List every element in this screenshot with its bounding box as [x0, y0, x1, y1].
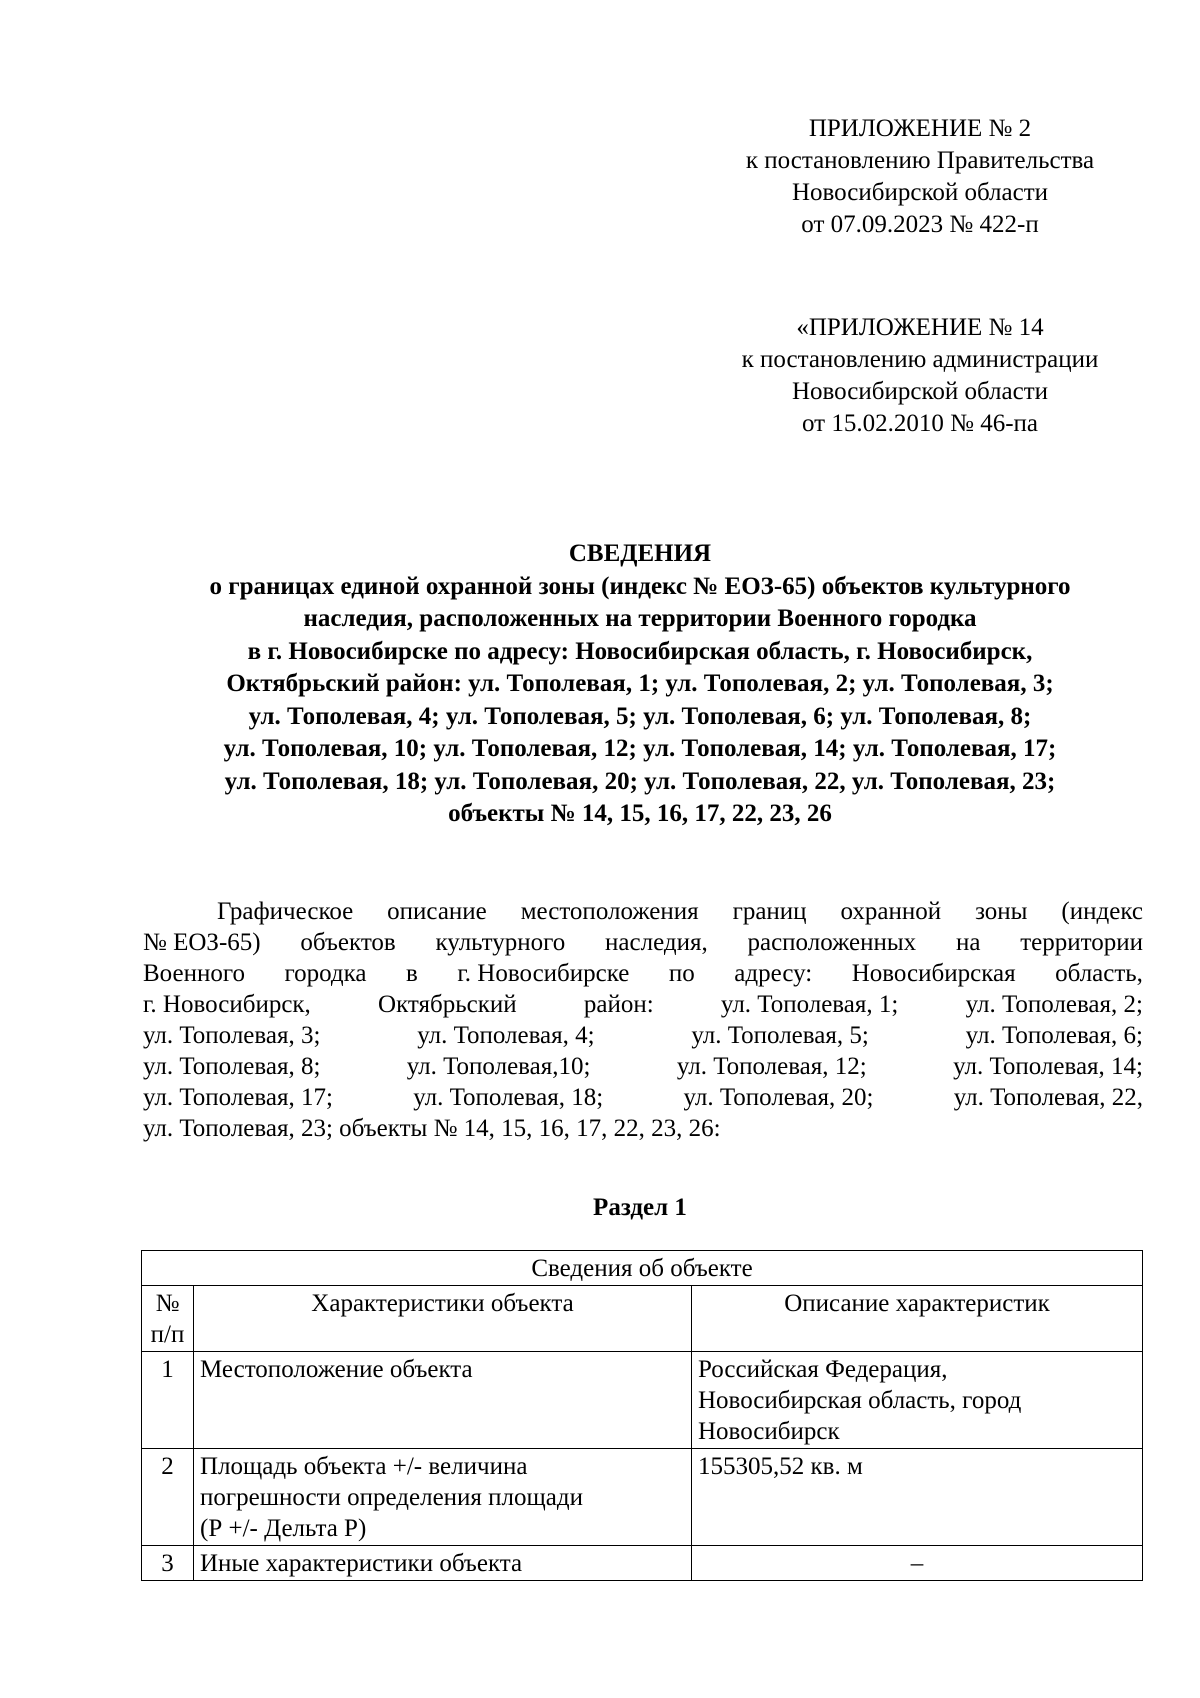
cell-line: (Р +/- Дельта Р) — [200, 1515, 367, 1542]
description-word: объектов — [300, 929, 396, 956]
cell-line: Новосибирская область, город — [698, 1387, 1022, 1414]
description-word: ул. Тополевая, 8; — [143, 1053, 321, 1080]
header-number — [142, 1286, 194, 1352]
description-word: границ — [732, 898, 807, 925]
description-word: адресу: — [734, 960, 813, 987]
description-word: зоны — [975, 898, 1028, 925]
table-caption: Сведения об объекте — [142, 1251, 1143, 1286]
object-info-table — [141, 1250, 1143, 1581]
description-word: г. Новосибирск, — [143, 991, 311, 1018]
title-heading: СВЕДЕНИЯ — [568, 540, 712, 567]
description-word: г. Новосибирске — [457, 960, 630, 987]
description-word: описание — [387, 898, 487, 925]
description-word: культурного — [435, 929, 566, 956]
description-word: наследия, — [605, 929, 708, 956]
description-line — [143, 1113, 1143, 1144]
description-word: ул. Тополевая, 17; — [143, 1084, 333, 1111]
cell-line: 155305,52 кв. м — [698, 1453, 863, 1480]
description-line — [143, 989, 1143, 1020]
description-word: ул. Тополевая, 18; — [413, 1084, 604, 1111]
table-row — [142, 1352, 1143, 1449]
description-word: ул. Тополевая, 22, — [953, 1084, 1143, 1111]
cell-line: Площадь объекта +/- величина — [200, 1453, 528, 1480]
description-word: ул. Тополевая,10; — [406, 1053, 591, 1080]
appendix-line: Новосибирской области — [791, 179, 1049, 206]
description-word: ул. Тополевая, 23; объекты № 14, 15, 16, 17, 22, 23, 26: — [143, 1115, 721, 1142]
description-word: ул. Тополевая, 4; — [417, 1022, 595, 1049]
description-word: охранной — [840, 898, 942, 925]
document-title — [140, 538, 1140, 831]
description-word: № ЕОЗ-65) — [143, 929, 261, 956]
row-characteristic — [194, 1449, 692, 1546]
cell-line: – — [910, 1550, 924, 1577]
row-number: 1 — [142, 1352, 194, 1449]
description-line — [143, 1020, 1143, 1051]
description-word: городка — [284, 960, 367, 987]
table-header-row — [142, 1286, 1143, 1352]
header-characteristics: Характеристики объекта — [194, 1286, 692, 1352]
description-word: ул. Тополевая, 20; — [683, 1084, 874, 1111]
description-word: ул. Тополевая, 1; — [720, 991, 899, 1018]
cell-line: погрешности определения площади — [200, 1484, 583, 1511]
description-word: ул. Тополевая, 3; — [143, 1022, 321, 1049]
title-line: Октябрьский район: ул. Тополевая, 1; ул. Тополевая, 2; ул. Тополевая, 3; — [226, 670, 1054, 697]
title-line: объекты № 14, 15, 16, 17, 22, 23, 26 — [448, 800, 832, 827]
description-word: Октябрьский — [378, 991, 517, 1018]
title-line: ул. Тополевая, 18; ул. Тополевая, 20; ул. Тополевая, 22, ул. Тополевая, 23; — [224, 767, 1056, 795]
title-line: наследия, расположенных на территории Военного городка — [303, 605, 977, 632]
cell-line: Новосибирск — [698, 1418, 840, 1445]
title-line: в г. Новосибирске по адресу: Новосибирская область, г. Новосибирск, — [247, 637, 1033, 665]
description-line — [143, 1051, 1143, 1082]
appendix-date-number: от 15.02.2010 № 46-па — [802, 410, 1038, 437]
description-line — [143, 958, 1143, 989]
description-paragraph — [143, 896, 1143, 1144]
description-word: Графическое — [217, 898, 354, 925]
appendix-header-current — [740, 113, 1100, 241]
description-word: ул. Тополевая, 14; — [953, 1053, 1143, 1080]
appendix-header-amended — [730, 312, 1110, 440]
appendix-line: к постановлению Правительства — [745, 147, 1095, 174]
section-title: Раздел 1 — [593, 1194, 687, 1221]
title-line: о границах единой охранной зоны (индекс № ЕОЗ-65) объектов культурного — [209, 572, 1071, 600]
table-row — [142, 1546, 1143, 1581]
description-word: район: — [583, 991, 654, 1018]
cell-line: Местоположение объекта — [200, 1356, 473, 1383]
appendix-title: ПРИЛОЖЕНИЕ № 2 — [808, 115, 1032, 142]
description-word: в — [406, 960, 418, 987]
appendix-line: к постановлению администрации — [741, 346, 1099, 373]
description-line — [143, 1082, 1143, 1113]
description-word: ул. Тополевая, 12; — [676, 1053, 867, 1080]
table-row — [142, 1449, 1143, 1546]
row-description — [692, 1352, 1143, 1449]
appendix-title: «ПРИЛОЖЕНИЕ № 14 — [796, 314, 1044, 341]
row-number: 2 — [142, 1449, 194, 1546]
description-word: местоположения — [520, 898, 699, 925]
description-word: ул. Тополевая, 5; — [691, 1022, 869, 1049]
row-characteristic — [194, 1546, 692, 1581]
description-word: область, — [1055, 960, 1143, 987]
header-description: Описание характеристик — [692, 1286, 1143, 1352]
header-number-line: п/п — [150, 1321, 185, 1348]
description-word: на — [955, 929, 981, 956]
table-caption-row — [142, 1251, 1143, 1286]
description-word: Новосибирская — [851, 960, 1016, 987]
cell-line: Иные характеристики объекта — [200, 1550, 523, 1577]
description-word: (индекс — [1061, 898, 1143, 925]
description-word: ул. Тополевая, 2; — [965, 991, 1143, 1018]
header-number-line: № — [155, 1290, 180, 1317]
description-word: расположенных — [747, 929, 917, 956]
description-word: Военного — [143, 960, 245, 987]
row-characteristic — [194, 1352, 692, 1449]
description-word: по — [668, 960, 695, 987]
description-word: ул. Тополевая, 6; — [965, 1022, 1143, 1049]
appendix-line: Новосибирской области — [791, 378, 1049, 405]
description-line — [143, 927, 1143, 958]
row-description — [692, 1449, 1143, 1546]
cell-line: Российская Федерация, — [698, 1356, 948, 1383]
row-number: 3 — [142, 1546, 194, 1581]
title-line: ул. Тополевая, 10; ул. Тополевая, 12; ул. Тополевая, 14; ул. Тополевая, 17; — [223, 735, 1057, 762]
description-line — [143, 896, 1143, 927]
row-description — [692, 1546, 1143, 1581]
description-word: территории — [1020, 929, 1143, 956]
title-line: ул. Тополевая, 4; ул. Тополевая, 5; ул. Тополевая, 6; ул. Тополевая, 8; — [248, 702, 1032, 730]
appendix-date-number: от 07.09.2023 № 422-п — [801, 211, 1039, 238]
